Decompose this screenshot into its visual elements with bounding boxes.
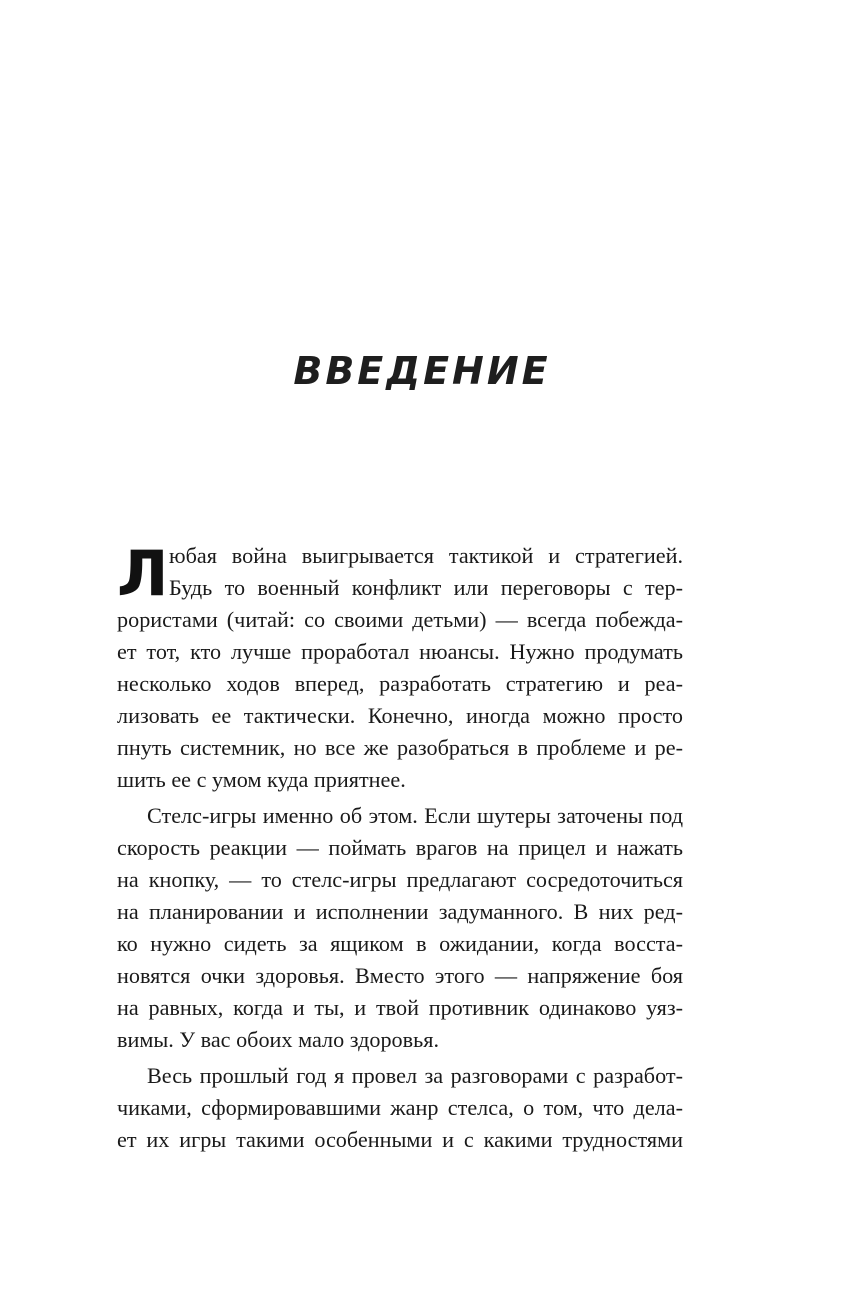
text-line: на кнопку, — то стелс-игры предлагают сосредоточиться	[117, 867, 683, 892]
text-line: Будь то военный конфликт или переговоры с тер-	[169, 575, 683, 600]
text-line: Весь прошлый год я провел за разговорами с разработ-	[147, 1063, 683, 1088]
text-line: юбая война выигрывается тактикой и стратегией.	[169, 543, 683, 568]
paragraph-3	[117, 1060, 683, 1156]
text-line: лизовать ее тактически. Конечно, иногда можно просто	[117, 703, 683, 728]
text-line: шить ее с умом куда приятнее.	[117, 767, 406, 792]
chapter-title: ВВЕДЕНИЕ	[293, 349, 551, 393]
paragraph-1	[117, 537, 683, 796]
text-line: ет тот, кто лучше проработал нюансы. Нужно продумать	[117, 639, 683, 664]
body-text	[117, 537, 683, 1156]
text-line: рористами (читай: со своими детьми) — всегда побежда-	[117, 607, 683, 632]
text-line: пнуть системник, но все же разобраться в проблеме и ре-	[117, 735, 683, 760]
paragraph-2	[117, 800, 683, 1056]
text-line: скорость реакции — поймать врагов на прицел и нажать	[117, 835, 683, 860]
text-line: на планировании и исполнении задуманного. В них ред-	[117, 899, 683, 924]
text-line: на равных, когда и ты, и твой противник одинаково уяз-	[117, 995, 683, 1020]
text-line: чиками, сформировавшими жанр стелса, о том, что дела-	[117, 1095, 683, 1120]
text-line: ко нужно сидеть за ящиком в ожидании, когда восста-	[117, 931, 683, 956]
text-line: вимы. У вас обоих мало здоровья.	[117, 1027, 439, 1052]
text-line: Стелс-игры именно об этом. Если шутеры заточены под	[147, 803, 683, 828]
drop-cap: Л	[117, 537, 169, 610]
text-line: несколько ходов вперед, разработать стратегию и реа-	[117, 671, 683, 696]
text-line: новятся очки здоровья. Вместо этого — напряжение боя	[117, 963, 683, 988]
text-line: ет их игры такими особенными и с какими трудностями	[117, 1127, 683, 1152]
